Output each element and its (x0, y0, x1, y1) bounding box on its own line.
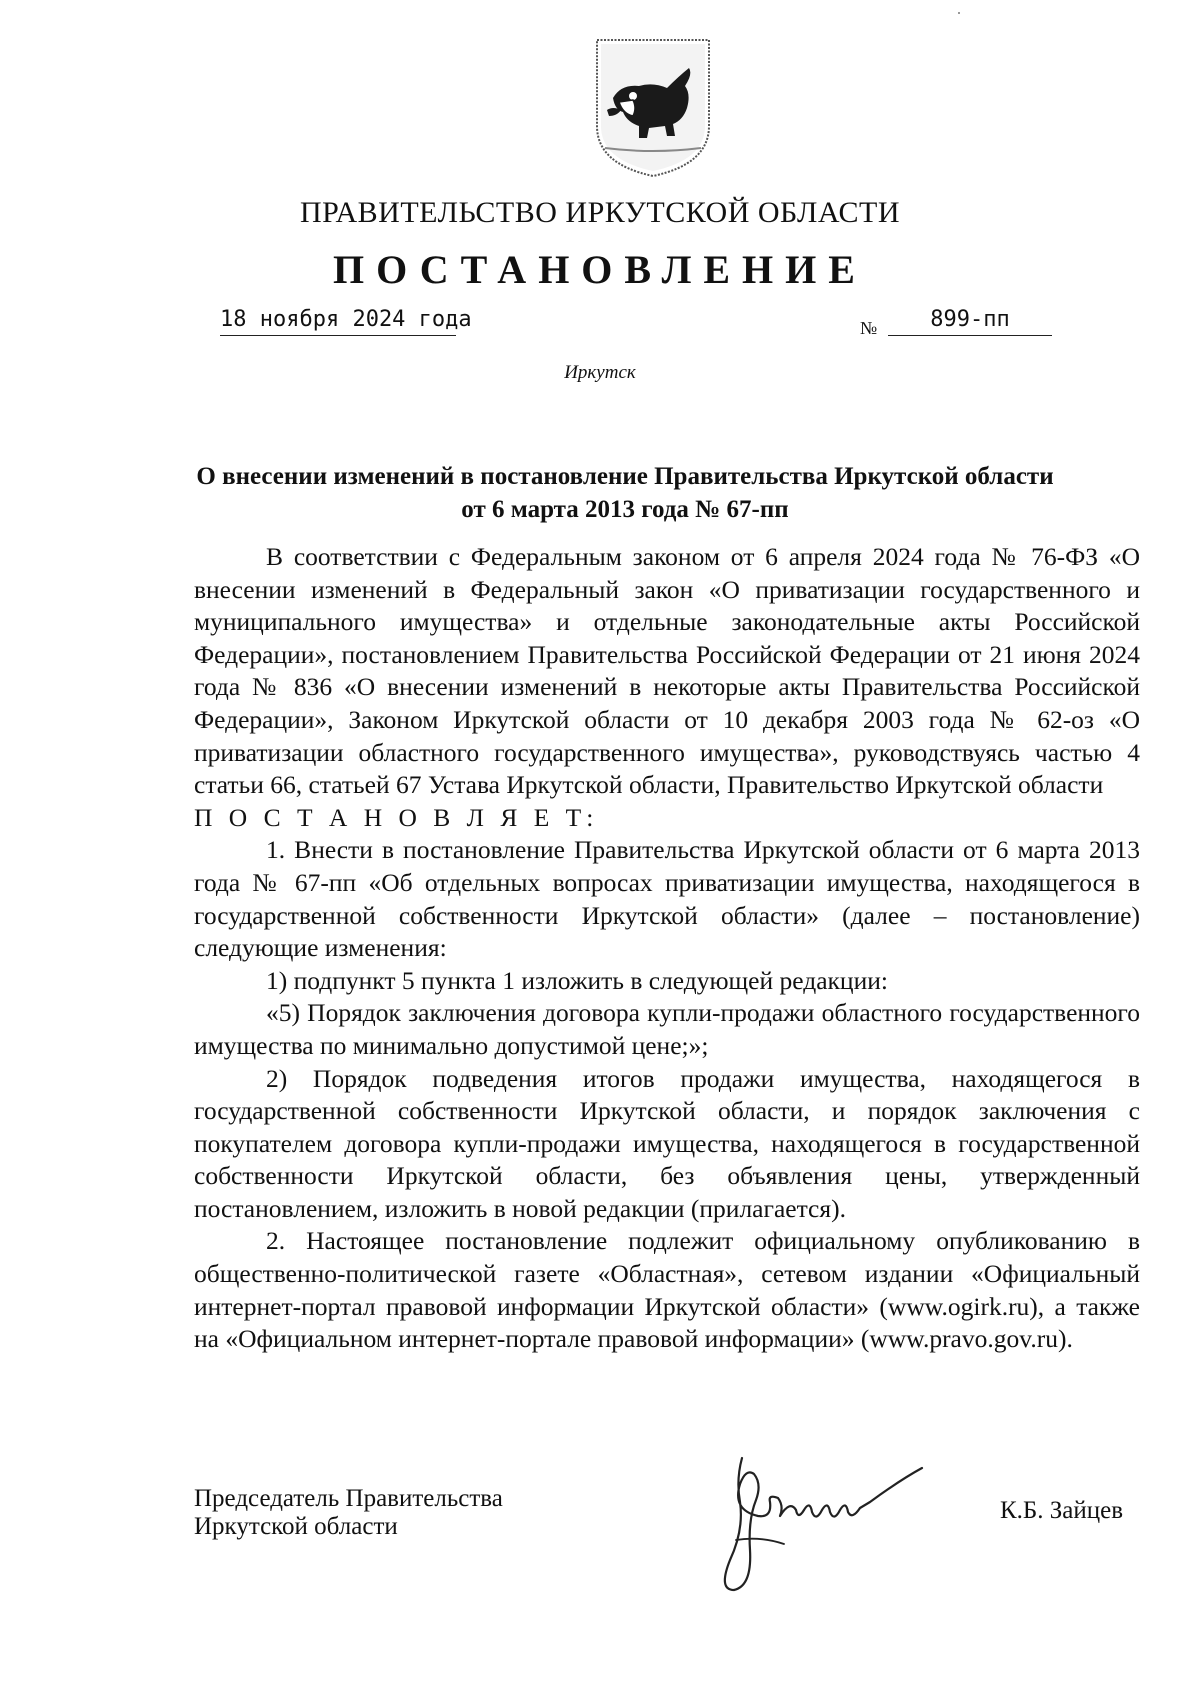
preamble-paragraph: В соответствии с Федеральным законом от 6 апреля 2024 года № 76-ФЗ «О внесении изменений в Федеральный закон «О приватизации государственного и муниципального имущества» и отдельные законодательные акты Российской Федерации», постановлением Правительства Российской Федерации от 21 июня 2024 года № 836 «О внесении изменений в некоторые акты Правительства Российской Федерации», Законом Иркутской области от 10 декабря 2003 года № 62-оз «О приватизации областного государственного имущества», руководствуясь частью 4 статьи 66, статьей 67 Устава Иркутской области, Правительство Иркутской области (194, 542, 1140, 800)
item-1-1-text-paragraph: «5) Порядок заключения договора купли-продажи областного государственного имущества по минимально допустимой цене;»; (194, 998, 1140, 1060)
signer-position-line1: Председатель Правительства (194, 1485, 503, 1512)
decree-word: П О С Т А Н О В Л Я Е Т: (194, 802, 599, 832)
city-name: Иркутск (564, 362, 636, 383)
document-number: 899-пп (888, 305, 1052, 336)
document-type: ПОСТАНОВЛЕНИЕ (333, 247, 867, 292)
item-1-2-paragraph: 2) Порядок подведения итогов продажи имущества, находящегося в государственной собственности Иркутской области, и порядок заключения с покупателем договора купли-продажи имущества, находящегося в государственной собственности Иркутской области, без объявления цены, утвержденный постановлением, изложить в новой редакции (прилагается). (194, 1063, 1140, 1223)
signer-position (194, 1485, 503, 1541)
organization-name: ПРАВИТЕЛЬСТВО ИРКУТСКОЙ ОБЛАСТИ (299, 196, 901, 229)
signer-position-line2: Иркутской области (194, 1513, 398, 1540)
number-sign: № (860, 318, 878, 338)
item-2-paragraph: 2. Настоящее постановление подлежит официальному опубликованию в общественно-политической газете «Областная», сетевом издании «Официальный интернет-портал правовой информации Иркутской области» (www.ogirk.ru), а также на «Официальном интернет-портале правовой информации» (www.pravo.gov.ru). (194, 1226, 1140, 1354)
document-body (194, 541, 1140, 1356)
signer-name: К.Б. Зайцев (1000, 1497, 1124, 1524)
item-1-paragraph: 1. Внести в постановление Правительства Иркутской области от 6 марта 2013 года № 67-пп «Об отдельных вопросах приватизации имущества, находящегося в государственной собственности Иркутской области» (далее – постановление) следующие изменения: (194, 835, 1140, 963)
scan-speck (958, 12, 960, 14)
item-1-1-paragraph: 1) подпункт 5 пункта 1 изложить в следующей редакции: (266, 965, 888, 995)
handwritten-signature (700, 1440, 950, 1600)
coat-of-arms-icon (593, 36, 713, 180)
document-date: 18 ноября 2024 года (220, 305, 456, 336)
document-title: О внесении изменений в постановление Правительства Иркутской области от 6 марта 2013 года № 67-пп (196, 463, 1054, 523)
